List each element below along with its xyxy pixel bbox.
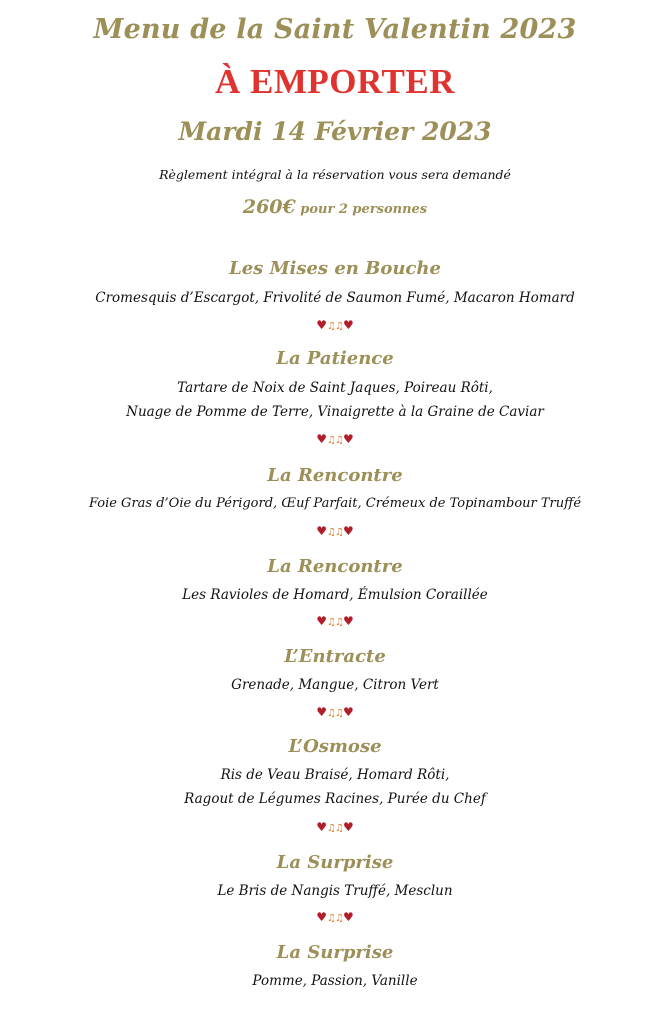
section-title: La Patience [276,348,394,369]
music-notes-icon: ♫♫ [327,823,343,834]
price-line [0,196,670,218]
dish-line: Le Bris de Nangis Truffé, Mesclun [217,883,453,899]
dish-line: Grenade, Mangue, Citron Vert [231,677,439,693]
dish-line: Les Ravioles de Homard, Émulsion Coraillée [182,587,488,603]
dish-line: Ris de Veau Braisé, Homard Rôti, [220,767,450,783]
section-title: La Rencontre [267,465,403,486]
section-title: La Rencontre [267,556,403,577]
heart-icon: ♥ [316,318,328,332]
heart-icon: ♥ [316,910,328,924]
music-notes-icon: ♫♫ [327,435,343,446]
heart-icon: ♥ [342,820,354,834]
dish-line: Ragout de Légumes Racines, Purée du Chef [184,791,486,807]
section-title: Les Mises en Bouche [229,258,441,279]
section-separator [0,614,670,628]
music-notes-icon: ♫♫ [327,527,343,538]
section-separator [0,820,670,834]
dish-line: Pomme, Passion, Vanille [252,973,418,989]
section-separator [0,910,670,924]
music-notes-icon: ♫♫ [327,321,343,332]
payment-notice: Règlement intégral à la réservation vous sera demandé [159,167,511,182]
heart-icon: ♥ [342,318,354,332]
heart-icon: ♥ [316,820,328,834]
section-separator [0,318,670,332]
menu-title: Menu de la Saint Valentin 2023 [93,14,577,45]
section-title: La Surprise [276,852,394,873]
heart-icon: ♥ [316,705,328,719]
heart-icon: ♥ [316,432,328,446]
heart-icon: ♥ [342,614,354,628]
dish-line: Cromesquis d’Escargot, Frivolité de Saumon Fumé, Macaron Homard [95,290,575,306]
takeaway-heading: À EMPORTER [214,62,456,101]
dish-line: Foie Gras d’Oie du Périgord, Œuf Parfait, Crémeux de Topinambour Truffé [88,496,582,511]
event-date: Mardi 14 Février 2023 [178,117,492,146]
heart-icon: ♥ [316,524,328,538]
dish-line: Nuage de Pomme de Terre, Vinaigrette à la Graine de Caviar [126,404,544,420]
section-separator [0,432,670,446]
heart-icon: ♥ [342,910,354,924]
heart-icon: ♥ [316,614,328,628]
heart-icon: ♥ [342,524,354,538]
dish-line: Tartare de Noix de Saint Jaques, Poireau Rôti, [177,380,493,396]
heart-icon: ♥ [342,705,354,719]
music-notes-icon: ♫♫ [327,617,343,628]
section-title: L’Entracte [284,646,386,667]
section-separator [0,705,670,719]
price-amount: 260€ [242,196,296,218]
heart-icon: ♥ [342,432,354,446]
music-notes-icon: ♫♫ [327,708,343,719]
section-separator [0,524,670,538]
music-notes-icon: ♫♫ [327,913,343,924]
price-suffix: pour 2 personnes [295,202,428,217]
section-title: La Surprise [276,942,394,963]
section-title: L’Osmose [288,736,382,757]
